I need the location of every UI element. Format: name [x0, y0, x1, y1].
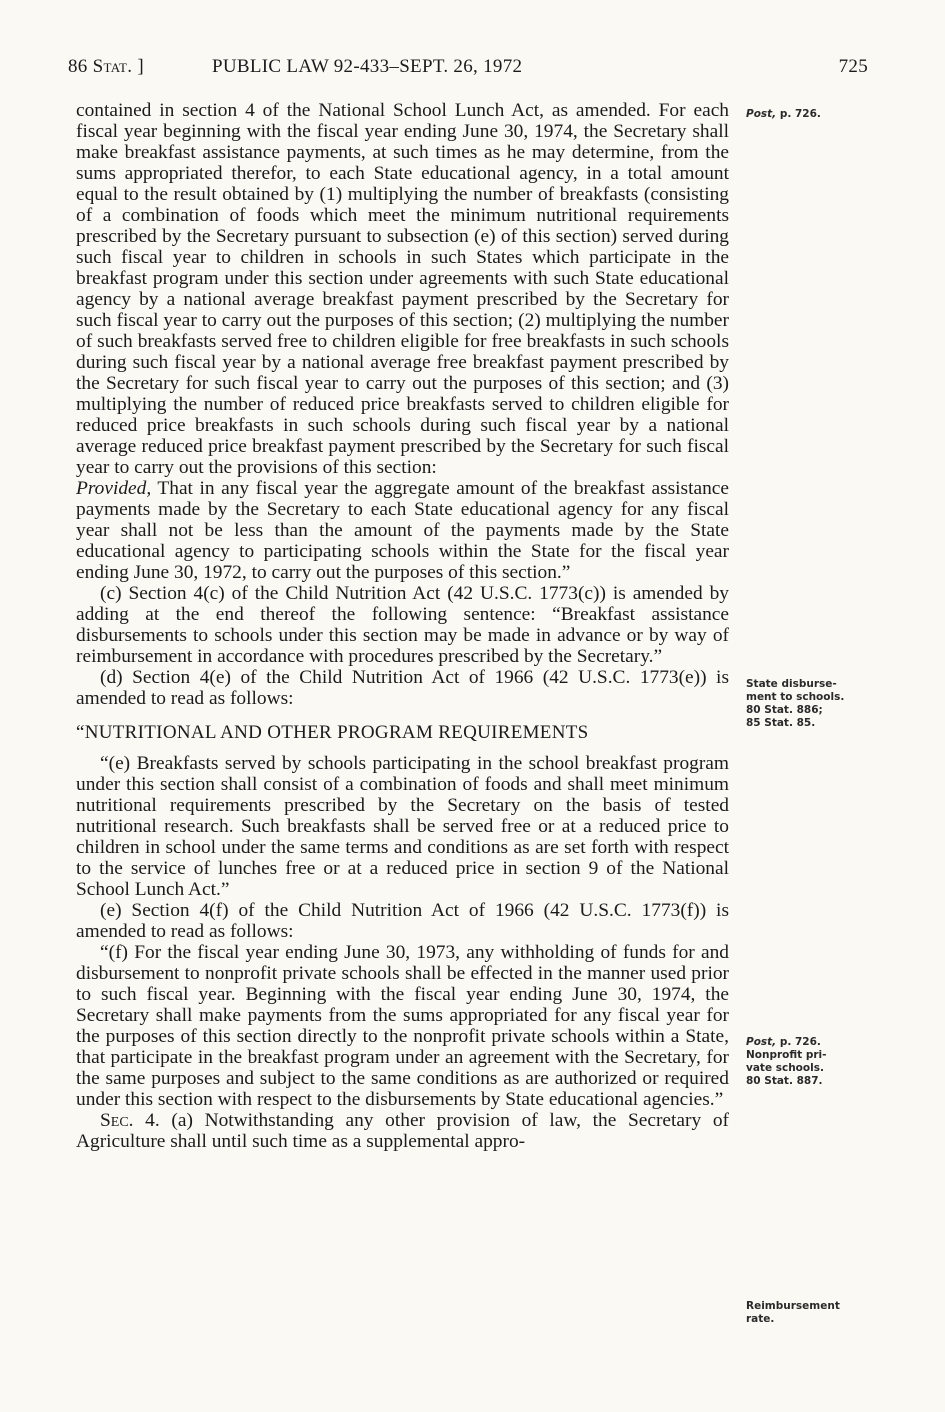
page-number: 725 [838, 56, 868, 77]
paragraph-c: (c) Section 4(c) of the Child Nutrition Act (42 U.S.C. 1773(c)) is amended by adding at the end thereof the following sentence: “Breakfast assistance disbursements to schools under this section may be made in advance or by way of reimbursement in accordance with procedures prescribed by the Secretary.” [76, 583, 729, 667]
margin-note-nonprofit-schools: Post, p. 726. Nonprofit pri- vate schools. 80 Stat. 887. [746, 1036, 827, 1087]
header-volume: 86 Stat. ] [68, 56, 144, 77]
paragraph-e: (e) Section 4(f) of the Child Nutrition Act of 1966 (42 U.S.C. 1773(f)) is amended to read as follows: [76, 900, 729, 942]
statute-text [76, 100, 729, 1152]
paragraph-f: “(f) For the fiscal year ending June 30, 1973, any withholding of funds for and disbursement to nonprofit private schools shall be effected in the manner used prior to such fiscal year. Beginning with the fiscal year ending June 30, 1974, the Secretary shall make payments from the sums appropriated for any fiscal year for the purposes of this section directly to the nonprofit private schools within a State, that participate in the breakfast program under an agreement with the Secretary, for the same purposes and subject to the same conditions as are authorized or required under this section with respect to the disbursements by State educational agencies.” [76, 942, 729, 1110]
margin-note-state-disbursement: State disburse- ment to schools. 80 Stat. 886; 85 Stat. 85. [746, 678, 845, 729]
provided-label: Provided, [76, 478, 152, 499]
paragraph-d: (d) Section 4(e) of the Child Nutrition Act of 1966 (42 U.S.C. 1773(e)) is amended to read as follows: [76, 667, 729, 709]
margin-note-reimbursement-rate: Reimbursement rate. [746, 1300, 840, 1325]
header-title: PUBLIC LAW 92-433–SEPT. 26, 1972 [212, 56, 523, 77]
running-header [68, 56, 868, 88]
paragraph-continued: contained in section 4 of the National School Lunch Act, as amended. For each fiscal year beginning with the fiscal year ending June 30, 1974, the Secretary shall make breakfast assistance payments, at such times as he may determine, from the sums appropriated therefor, to each State educational agency, in a total amount equal to the result obtained by (1) multiplying the number of breakfasts (consisting of a combination of foods which meet the minimum nutritional requirements prescribed by the Secretary pursuant to subsection (e) of this section) served during such fiscal year to children in schools in such States which participate in the breakfast program under this section under agreements with such State educational agency by a national average breakfast payment prescribed by the Secretary for such fiscal year to carry out the purposes of this section; (2) multiplying the number of such breakfasts served free to children eligible for free breakfasts in such schools during such fiscal year by a national average free breakfast payment prescribed by the Secretary for such fiscal year to carry out the purposes of this section; and (3) multiplying the number of reduced price breakfasts served to children eligible for reduced price breakfasts in such schools during such fiscal year by a national average reduced price breakfast payment prescribed by the Secretary for such fiscal year to carry out the provisions of this section: Provided, That in any fiscal year the aggregate amount of the breakfast assistance payments made by the Secretary to each State educational agency for any fiscal year shall not be less than the amount of the payments made by the State educational agency to participating schools within the State for the fiscal year ending June 30, 1972, to carry out the purposes of this section.” [76, 100, 729, 583]
margin-note-post-726: Post, p. 726. [746, 108, 821, 120]
section-heading: “NUTRITIONAL AND OTHER PROGRAM REQUIREMENTS [76, 722, 589, 743]
paragraph-e-text: “(e) Breakfasts served by schools participating in the school breakfast program under this section shall consist of a combination of foods and shall meet minimum nutritional requirements prescribed by the Secretary on the basis of tested nutritional research. Such breakfasts shall be served free or at a reduced price to children in school under the same terms and conditions as are set forth with respect to the service of lunches free or at a reduced price in section 9 of the National School Lunch Act.” [76, 753, 729, 900]
paragraph-sec4: Sec. 4. (a) Notwithstanding any other provision of law, the Secretary of Agriculture shall until such time as a supplemental appro- [76, 1110, 729, 1152]
